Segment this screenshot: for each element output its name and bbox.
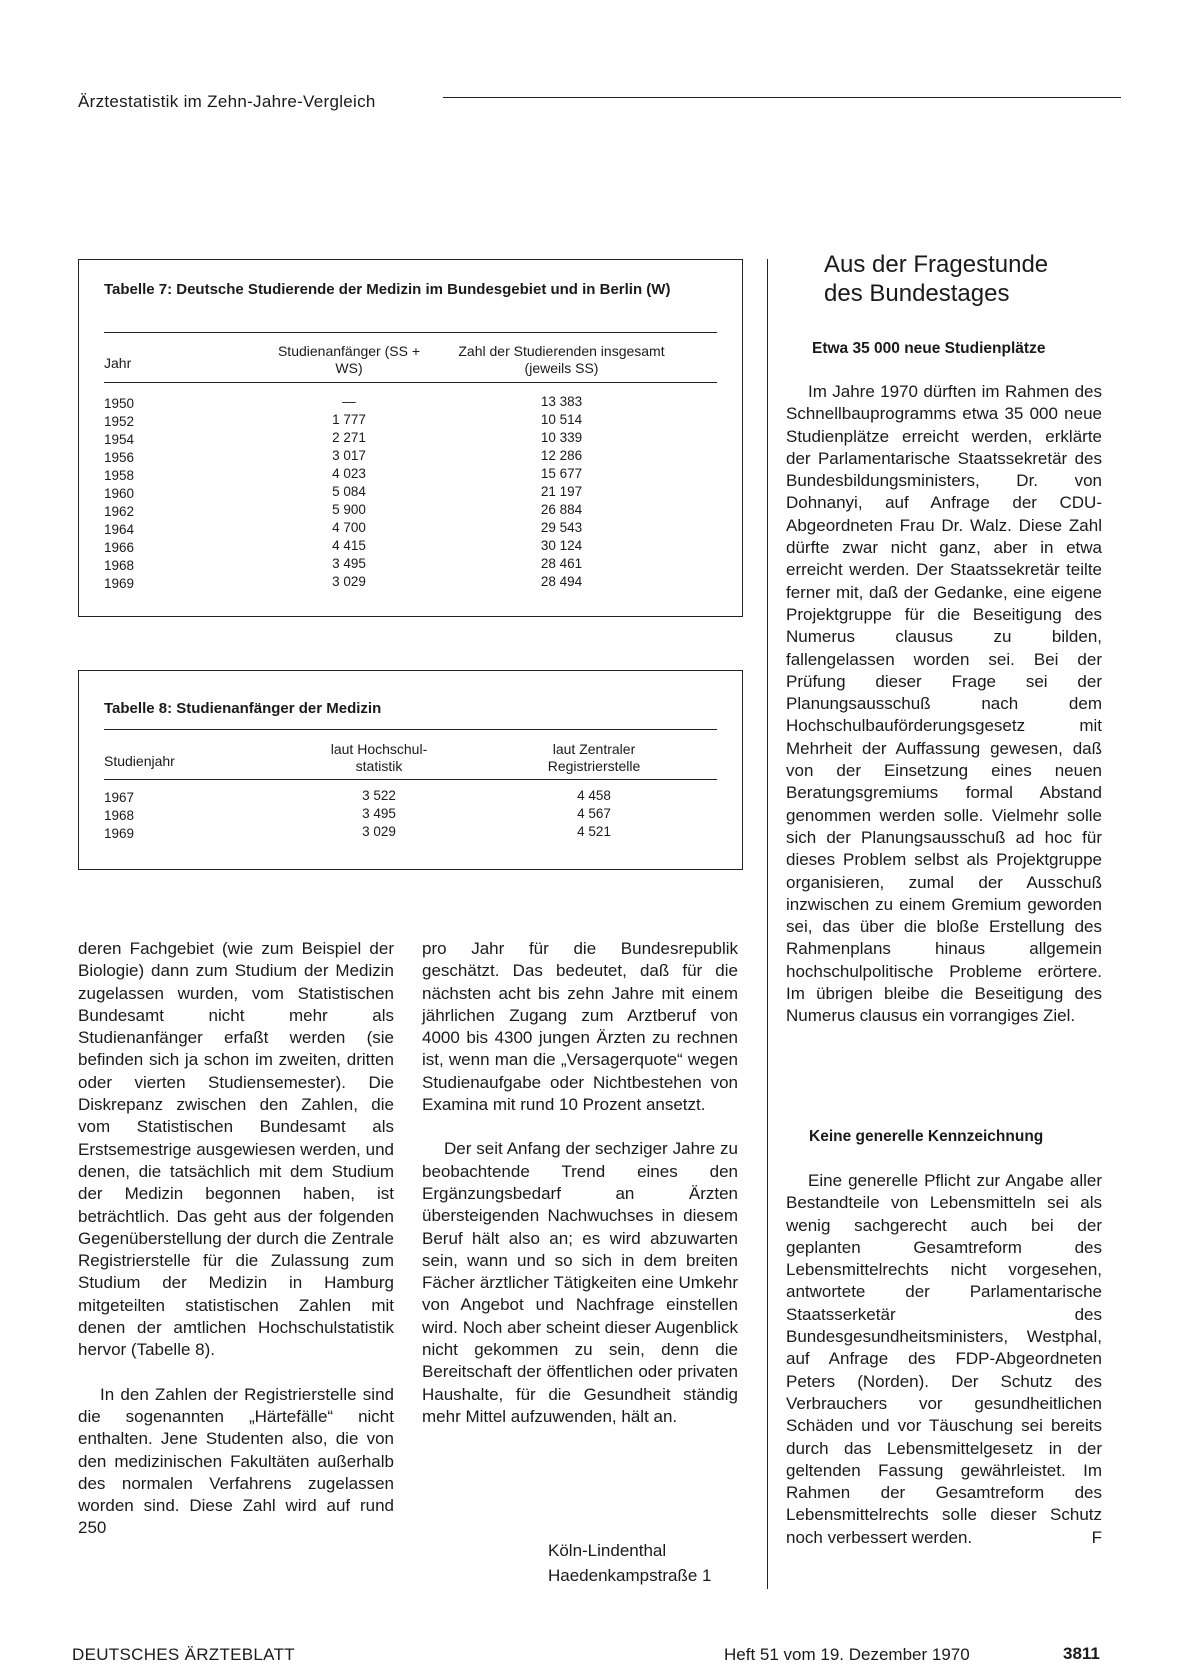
table-cell: 3 017 xyxy=(332,448,366,463)
table-cell: 1 777 xyxy=(332,412,366,427)
header-rule xyxy=(443,97,1121,98)
address-line: Köln-Lindenthal xyxy=(548,1541,667,1560)
table-cell: 1968 xyxy=(104,808,135,823)
table-cell: — xyxy=(342,394,356,409)
table-cell: 30 124 xyxy=(540,538,583,553)
sidebar-paragraph xyxy=(786,1170,1102,1549)
table-7-caption: Tabelle 7: Deutsche Studierende der Medizin im Bundesgebiet und in Berlin (W) xyxy=(104,281,671,298)
table-8-hochschul-values xyxy=(334,787,424,841)
sidebar-heading-1: Etwa 35 000 neue Studienplätze xyxy=(812,340,1046,357)
table-cell: 21 197 xyxy=(540,484,583,499)
address-line: Haedenkampstraße 1 xyxy=(548,1566,712,1585)
table-8-rule-top xyxy=(104,729,717,730)
article-paragraph: In den Zahlen der Registrierstelle sind die sogenannten „Härtefälle“ nicht enthalten. Jene Studenten also, die von den medizinischen Fakultäten außerhalb des normalen Verfahrens zugelassen worden sind. Diese Zahl wird auf rund 250 xyxy=(78,1384,394,1538)
table-cell: 1960 xyxy=(104,486,135,501)
sidebar-paragraph-text: Eine generelle Pflicht zur Angabe aller Bestandteile von Lebensmitteln sei als wenig sachgerecht auch bei der geplanten Gesamtreform des Lebensmittelrechts nicht vorgesehen, antwortete der Parlamentarische Staatsserketär des Bundesgesundheitsministers, Westphal, auf Anfrage des FDP-Abgeordneten Peters (Norden). Der Schutz des Verbrauchers vor gesundheitlichen Schäden und vor Täuschung sei bereits durch das Lebensmittelgesetz in der geltenden Fassung gewährleistet. Im Rahmen der Gesamtreform des Lebensmittelrechts solle dieser Schutz noch verbessert werden. xyxy=(786,1171,1102,1547)
table-cell: 3 495 xyxy=(332,556,366,571)
article-column-2 xyxy=(422,938,738,1428)
table-8 xyxy=(78,670,743,870)
table-7-rule-top xyxy=(104,332,717,333)
table-7-studierende-values xyxy=(509,393,614,591)
table-8-zentral-values xyxy=(549,787,639,841)
table-cell: 12 286 xyxy=(540,448,583,463)
table-cell: 28 494 xyxy=(540,574,583,589)
table-cell: 15 677 xyxy=(540,466,583,481)
table-cell: 3 495 xyxy=(362,806,396,821)
table-cell: 1950 xyxy=(104,396,135,411)
sidebar-paragraph: Im Jahre 1970 dürften im Rahmen des Schnellbauprogramms etwa 35 000 neue Studienplätze erreicht werden, erklärte der Parlamentarische Staatssekretär des Bundesbildungsministers, Dr. von Dohnanyi, auf Anfrage der CDU-Abgeordneten Frau Dr. Walz. Diese Zahl dürfte zwar nicht ganz, aber in etwa erreicht werden. Der Staatssekretär teilte ferner mit, daß der Gedanke, eine eigene Projektgruppe für die Beseitigung des Numerus clausus zu bilden, fallengelassen worden sei. Bei der Prüfung dieser Frage sei der Planungsausschuß nach dem Hochschulbauförderungsgesetz mit Mehrheit der Auffassung gewesen, daß von der Einsetzung eines neuen Beratungsgremiums formal Abstand genommen werden solle. Vielmehr solle sich der Planungsausschuß ad hoc für dieses Problem selbst als Projektgruppe organisieren, zumal der Ausschuß inzwischen zu einem Gremium geworden sei, das über die bloße Erstellung des Rahmenplans hinaus allgemein hochschulpolitische Probleme erörtere. Im übrigen bleibe die Beseitigung des Numerus clausus ein vorrangiges Ziel. xyxy=(786,382,1102,1026)
table-cell: 1962 xyxy=(104,504,135,519)
table-cell: 26 884 xyxy=(540,502,583,517)
table-cell: 5 084 xyxy=(332,484,366,499)
footer-journal: DEUTSCHES ÄRZTEBLATT xyxy=(72,1645,295,1664)
table-cell: 1954 xyxy=(104,432,135,447)
table-7-header-studierende: Zahl der Studierenden insgesamt (jeweils SS) xyxy=(458,343,665,376)
sidebar-heading-2: Keine generelle Kennzeichnung xyxy=(809,1128,1044,1145)
table-cell: 4 415 xyxy=(332,538,366,553)
table-cell: 3 029 xyxy=(332,574,366,589)
table-cell: 1964 xyxy=(104,522,135,537)
table-cell: 5 900 xyxy=(332,502,366,517)
running-header: Ärztestatistik im Zehn-Jahre-Vergleich xyxy=(78,92,376,111)
author-signature: F xyxy=(1091,1527,1102,1547)
table-7-anfaenger-values xyxy=(299,393,399,591)
table-cell: 4 521 xyxy=(577,824,611,839)
article-column-1 xyxy=(78,938,394,1540)
table-8-years xyxy=(104,789,134,843)
table-cell: 4 700 xyxy=(332,520,366,535)
table-cell: 1956 xyxy=(104,450,135,465)
sidebar-title: Aus der Fragestunde des Bundestages xyxy=(824,251,1049,307)
table-cell: 4 567 xyxy=(577,806,611,821)
table-cell: 1966 xyxy=(104,540,135,555)
table-7-rule-header xyxy=(104,382,717,383)
table-cell: 3 029 xyxy=(362,824,396,839)
table-8-header-hochschul: laut Hochschul- statistik xyxy=(330,741,428,774)
article-paragraph: Der seit Anfang der sechziger Jahre zu beobachtende Trend eines den Ergänzungsbedarf an Ärzten übersteigenden Nachwuchses in diesem Beruf hält also an; es wird abzuwarten sein, wann und so sich in dem breiten Fächer ärztlicher Tätigkeiten eine Umkehr von Angebot und Nachfrage einstellen wird. Noch aber scheint dieser Augenblick nicht gekommen zu sein, denn die Bereitschaft der öffentlichen oder privaten Haushalte, für die Gesundheit ständig mehr Mittel aufzuwenden, hält an. xyxy=(422,1139,738,1426)
table-cell: 1969 xyxy=(104,576,135,591)
table-7-header-jahr: Jahr xyxy=(104,355,132,371)
author-address xyxy=(548,1538,711,1588)
table-cell: 1958 xyxy=(104,468,135,483)
footer-issue: Heft 51 vom 19. Dezember 1970 xyxy=(724,1645,970,1664)
table-cell: 4 023 xyxy=(332,466,366,481)
table-8-rule-header xyxy=(104,779,717,780)
table-8-caption: Tabelle 8: Studienanfänger der Medizin xyxy=(104,700,382,717)
column-divider xyxy=(767,259,768,1589)
table-cell: 13 383 xyxy=(540,394,583,409)
table-cell: 1969 xyxy=(104,826,135,841)
article-paragraph: pro Jahr für die Bundesrepublik geschätzt. Das bedeutet, daß für die nächsten acht bis zehn Jahre mit einem jährlichen Zugang zum Arztberuf von 4000 bis 4300 jungen Ärzten zu rechnen ist, wenn man die „Versagerquote“ wegen Studienaufgabe oder Nichtbestehen von Examina mit rund 10 Prozent ansetzt. xyxy=(422,939,738,1115)
table-8-header-zentral: laut Zentraler Registrierstelle xyxy=(547,741,641,774)
table-cell: 28 461 xyxy=(540,556,583,571)
table-7 xyxy=(78,259,743,617)
table-cell: 10 514 xyxy=(540,412,583,427)
sidebar-section-2 xyxy=(786,1170,1102,1549)
table-cell: 1952 xyxy=(104,414,135,429)
article-paragraph: deren Fachgebiet (wie zum Beispiel der Biologie) dann zum Studium der Medizin zugelassen wurden, vom Statistischen Bundesamt nicht mehr als Studienanfänger erfaßt werden (sie befinden sich ja schon im zweiten, dritten oder vierten Studiensemester). Die Diskrepanz zwischen den Zahlen, die vom Statistischen Bundesamt als Erstsemestrige ausgewiesen werden, und denen, die tatsächlich mit dem Studium der Medizin begonnen haben, ist beträchtlich. Das geht aus der folgenden Gegenüberstellung der durch die Zentrale Registrierstelle für die Zulassung zum Studium der Medizin in Hamburg mitgeteilten statistischen Zahlen mit denen der amtlichen Hochschulstatistik hervor (Tabelle 8). xyxy=(78,939,394,1360)
table-7-header-anfaenger: Studienanfänger (SS + WS) xyxy=(277,343,421,376)
table-cell: 29 543 xyxy=(540,520,583,535)
table-cell: 1967 xyxy=(104,790,135,805)
table-cell: 1968 xyxy=(104,558,135,573)
table-7-years xyxy=(104,395,134,593)
table-8-header-studienjahr: Studienjahr xyxy=(104,753,175,769)
sidebar-section-1 xyxy=(786,381,1102,1028)
page-number: 3811 xyxy=(1063,1644,1100,1663)
table-cell: 2 271 xyxy=(332,430,366,445)
table-cell: 10 339 xyxy=(540,430,583,445)
table-cell: 4 458 xyxy=(577,788,611,803)
table-cell: 3 522 xyxy=(362,788,396,803)
